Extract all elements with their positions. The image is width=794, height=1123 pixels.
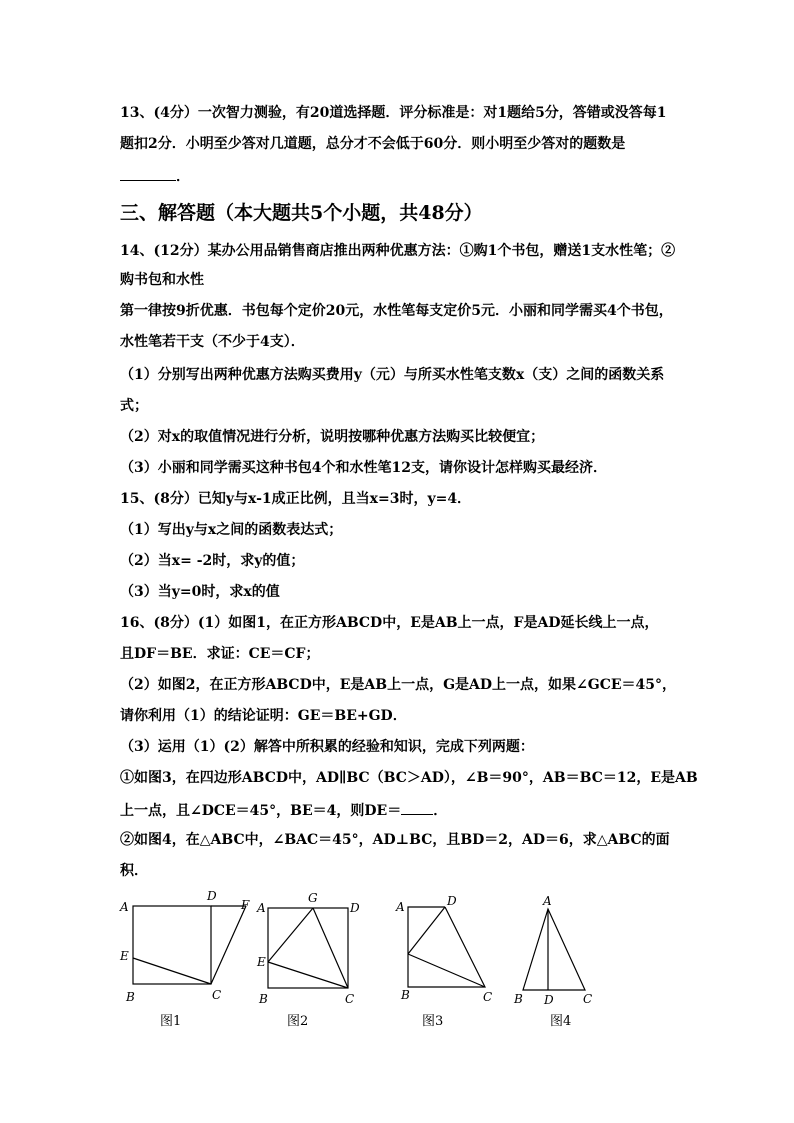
q15-line1: 15、(8分）已知y与x-1成正比例，且当x=3时，y=4． <box>120 491 472 507</box>
fig4-label-D: D <box>544 993 554 1007</box>
q16-line1: 16、(8分）(1）如图1，在正方形ABCD中，E是AB上一点，F是AD延长线上一点， <box>120 615 659 631</box>
q16-line5: （3）运用（1）(2）解答中所积累的经验和知识，完成下列两题： <box>120 739 534 755</box>
fig1-line-EC <box>133 958 211 984</box>
q13-line2: 题扣2分．小明至少答对几道题，总分才不会低于60分．则小明至少答对的题数是 <box>120 136 626 152</box>
fig2-line-GC <box>313 908 348 988</box>
fig4-caption: 图4 <box>550 1014 572 1029</box>
figure-4-diagram <box>523 909 585 990</box>
q15-part1: （1）写出y与x之间的函数表达式； <box>120 522 343 538</box>
fig2-label-G: G <box>308 891 318 905</box>
fig1-label-E: E <box>120 949 129 963</box>
fig4-label-C: C <box>583 992 593 1006</box>
q14-part3: （3）小丽和同学需买这种书包4个和水性笔12支，请你设计怎样购买最经济． <box>120 460 607 476</box>
q16-line3: （2）如图2，在正方形ABCD中，E是AB上一点，G是AD上一点，如果∠GCE＝45°， <box>120 677 677 693</box>
q15-part2: （2）当x= -2时，求y的值； <box>120 553 305 569</box>
fig2-caption: 图2 <box>287 1014 309 1029</box>
fig2-label-E: E <box>257 955 266 969</box>
q16-line7-text: 上一点，且∠DCE＝45°，BE＝4，则DE＝ <box>120 803 402 819</box>
fig3-label-B: B <box>401 988 410 1002</box>
q14-part2: （2）对x的取值情况进行分析，说明按哪种优惠方法购买比较便宜； <box>120 429 545 445</box>
figure-3-diagram <box>408 907 485 987</box>
figure-2-diagram <box>268 908 348 988</box>
fig3-label-A: A <box>396 900 405 914</box>
q16-line8: ②如图4，在△ABC中，∠BAC＝45°，AD⊥BC，且BD＝2，AD＝6，求△ABC的面 <box>120 832 670 848</box>
q16-line4: 请你利用（1）的结论证明：GE＝BE+GD． <box>120 708 407 724</box>
fig3-line-DE <box>408 907 445 954</box>
fig1-label-F: F <box>241 898 250 912</box>
fig2-label-A: A <box>257 901 266 915</box>
q16-line7-end: ． <box>433 803 448 819</box>
q14-line3: 第一律按9折优惠．书包每个定价20元，水性笔每支定价5元．小丽和同学需买4个书包， <box>120 303 673 319</box>
figure-1-diagram <box>133 906 246 984</box>
q14-line2: 购书包和水性 <box>120 272 204 288</box>
fig3-line-EC <box>408 954 485 987</box>
q13-line1: 13、(4分）一次智力测验，有20道选择题．评分标准是：对1题给5分，答错或没答每1 <box>120 105 667 121</box>
fig1-caption: 图1 <box>160 1014 182 1029</box>
fig1-square <box>133 906 211 984</box>
q14-part1-line1: （1）分别写出两种优惠方法购买费用y（元）与所买水性笔支数x（支）之间的函数关系 <box>120 367 665 383</box>
fig2-label-B: B <box>259 992 268 1006</box>
q14-line4: 水性笔若干支（不少于4支）． <box>120 334 305 350</box>
q13-line3-end: ． <box>176 169 190 185</box>
fig2-label-D: D <box>350 901 360 915</box>
fig1-label-D: D <box>207 889 217 903</box>
fig3-caption: 图3 <box>422 1014 444 1029</box>
q16-line9: 积． <box>120 863 148 879</box>
fig2-label-C: C <box>345 992 355 1006</box>
q16-line2: 且DF＝BE．求证：CE＝CF； <box>120 646 320 662</box>
fig1-label-A: A <box>120 900 129 914</box>
fig3-label-D: D <box>447 894 457 908</box>
fig1-label-B: B <box>126 990 135 1004</box>
fig2-line-GE <box>268 908 313 962</box>
fig1-label-C: C <box>212 988 222 1002</box>
q14-part1-line2: 式； <box>120 398 148 414</box>
fig4-label-B: B <box>514 992 523 1006</box>
q14-line1: 14、(12分）某办公用品销售商店推出两种优惠方法：①购1个书包，赠送1支水性笔；② <box>120 243 676 259</box>
fig2-line-EC <box>268 962 348 988</box>
fig1-line-FC <box>211 906 246 984</box>
fig3-quadrilateral <box>408 907 485 987</box>
section3-title: 三、解答题（本大题共5个小题，共48分） <box>120 202 483 224</box>
q16-line6: ①如图3，在四边形ABCD中，AD∥BC（BC＞AD），∠B＝90°，AB＝BC＝12，E是AB <box>120 770 698 786</box>
q15-part3: （3）当y=0时，求x的值 <box>120 584 280 600</box>
fig4-triangle <box>523 909 585 990</box>
fig4-label-A: A <box>543 894 552 908</box>
fig3-label-C: C <box>483 990 493 1004</box>
